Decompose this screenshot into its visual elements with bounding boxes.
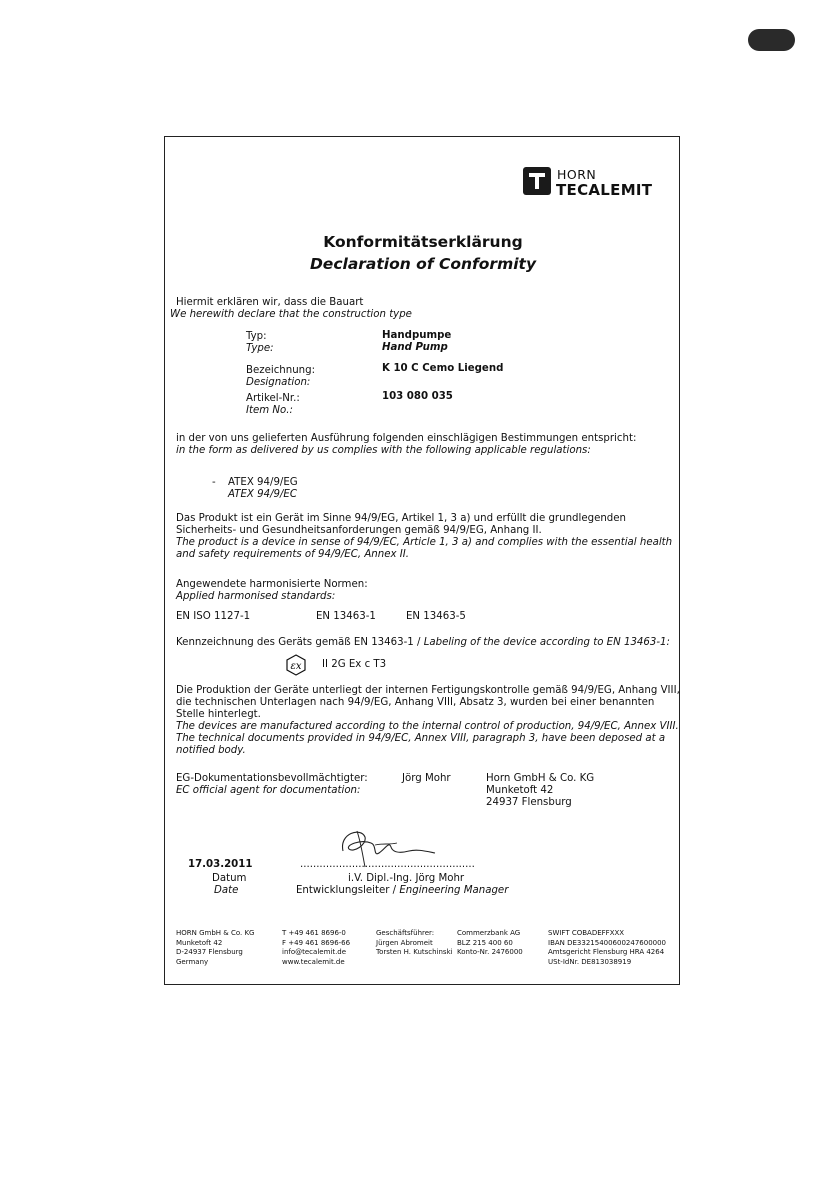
footer-line: D-24937 Flensburg <box>176 948 243 956</box>
standard-item: EN 13463-1 <box>316 611 376 622</box>
standards-label-de: Angewendete harmonisierte Normen: <box>176 579 368 590</box>
footer-line: Jürgen Abromeit <box>376 938 433 947</box>
regulation-de: ATEX 94/9/EG <box>228 477 298 488</box>
production-de-line2: die technischen Unterlagen nach 94/9/EG, Anhang VIII, Absatz 3, wurden bei einer benannten <box>176 697 655 708</box>
labeling-de: Kennzeichnung des Geräts gemäß EN 13463-1 / <box>176 637 424 648</box>
date-label-de: Datum <box>212 873 247 884</box>
signer-role <box>296 885 508 897</box>
footer-col-registry <box>548 929 666 967</box>
regulation-bullet: - <box>212 477 216 488</box>
footer-line: Torsten H. Kutschinski <box>376 948 453 956</box>
standard-item: EN ISO 1127-1 <box>176 611 251 622</box>
item-value: 103 080 035 <box>382 391 453 402</box>
type-value-en: Hand Pump <box>382 342 448 353</box>
device-en-line1: The product is a device in sense of 94/9/EC, Article 1, 3 a) and complies with the essential health <box>176 537 673 548</box>
ex-marking: II 2G Ex c T3 <box>322 659 387 670</box>
footer-line: Commerzbank AG <box>457 929 521 937</box>
production-en-line3: notified body. <box>176 745 246 756</box>
signer-role-de: Entwicklungsleiter / <box>296 885 400 896</box>
device-de-line2: Sicherheits- und Gesundheitsanforderungen gemäß 94/9/EG, Anhang II. <box>176 525 542 536</box>
footer-line: Munketoft 42 <box>176 938 223 947</box>
agent-label-en: EC official agent for documentation: <box>176 785 361 796</box>
device-en-line2: and safety requirements of 94/9/EC, Annex II. <box>176 549 409 560</box>
footer-line: IBAN DE33215400600247600000 <box>548 938 667 947</box>
designation-label-de: Bezeichnung: <box>246 365 316 376</box>
footer-line: info@tecalemit.de <box>282 948 347 956</box>
production-de-line3: Stelle hinterlegt. <box>176 709 261 720</box>
page-tab-marker <box>748 29 795 51</box>
footer-line: www.tecalemit.de <box>282 957 345 966</box>
signer-role-en: Engineering Manager <box>399 885 509 896</box>
agent-label-de: EG-Dokumentationsbevollmächtigter: <box>176 773 368 784</box>
labeling-en: Labeling of the device according to EN 13463-1: <box>423 637 670 648</box>
footer-col-company <box>176 929 254 967</box>
agent-city: 24937 Flensburg <box>486 797 572 808</box>
signature-date: 17.03.2011 <box>188 859 253 870</box>
intro-german: Hiermit erklären wir, dass die Bauart <box>176 297 364 308</box>
type-value-de: Handpumpe <box>382 330 452 341</box>
item-label-de: Artikel-Nr.: <box>246 393 300 404</box>
type-label-en: Type: <box>246 343 274 354</box>
device-de-line1: Das Produkt ist ein Gerät im Sinne 94/9/EG, Artikel 1, 3 a) und erfüllt die grundlegenden <box>176 513 626 524</box>
intro-english: We herewith declare that the construction type <box>170 309 412 320</box>
footer-col-bank <box>457 929 523 958</box>
footer-line: Geschäftsführer: <box>376 929 435 937</box>
designation-value: K 10 C Cemo Liegend <box>382 363 504 374</box>
footer-col-contact <box>282 929 350 967</box>
ex-hexagon-icon <box>285 654 307 676</box>
signer-name: i.V. Dipl.-Ing. Jörg Mohr <box>348 873 465 884</box>
footer-line: HORN GmbH & Co. KG <box>176 929 255 937</box>
signature-dotted-line: ...................................................... <box>300 859 475 870</box>
footer-line: Germany <box>176 957 209 966</box>
standard-item: EN 13463-5 <box>406 611 466 622</box>
footer-col-management <box>376 929 453 958</box>
logo-text-tecalemit: TECALEMIT <box>556 181 653 199</box>
footer-line: BLZ 215 400 60 <box>457 938 513 947</box>
title-german: Konformitätserklärung <box>323 233 523 251</box>
item-label-en: Item No.: <box>246 405 293 416</box>
title-english: Declaration of Conformity <box>309 255 537 273</box>
type-label-de: Typ: <box>246 331 267 342</box>
agent-company: Horn GmbH & Co. KG <box>486 773 595 784</box>
production-en-line2: The technical documents provided in 94/9/EC, Annex VIII, paragraph 3, have been deposed at a <box>176 733 666 744</box>
svg-text:εx: εx <box>290 661 302 672</box>
footer-line: Amtsgericht Flensburg HRA 4264 <box>548 948 665 956</box>
regulation-en: ATEX 94/9/EC <box>228 489 297 500</box>
labeling-line <box>176 637 670 649</box>
declaration-document <box>164 136 680 985</box>
footer-line: T +49 461 8696-0 <box>282 929 346 937</box>
footer-line: F +49 461 8696-66 <box>282 938 351 947</box>
production-de-line1: Die Produktion der Geräte unterliegt der internen Fertigungskontrolle gemäß 94/9/EG, Anhang VIII, <box>176 685 680 696</box>
agent-street: Munketoft 42 <box>486 785 554 796</box>
standards-label-en: Applied harmonised standards: <box>176 591 336 602</box>
footer-line: Konto-Nr. 2476000 <box>457 948 523 956</box>
logo-text-horn: HORN <box>557 167 597 182</box>
designation-label-en: Designation: <box>246 377 311 388</box>
footer-line: USt-IdNr. DE813038919 <box>548 957 632 966</box>
horn-logo-icon <box>523 167 551 195</box>
compliance-german: in der von uns gelieferten Ausführung folgenden einschlägigen Bestimmungen entspricht: <box>176 433 637 444</box>
production-en-line1: The devices are manufactured according to the internal control of production, 94/9/EC, Annex VIII. <box>176 721 679 732</box>
date-label-en: Date <box>214 885 239 896</box>
compliance-english: in the form as delivered by us complies with the following applicable regulations: <box>176 445 591 456</box>
footer-line: SWIFT COBADEFFXXX <box>548 929 625 937</box>
agent-name: Jörg Mohr <box>402 773 451 784</box>
